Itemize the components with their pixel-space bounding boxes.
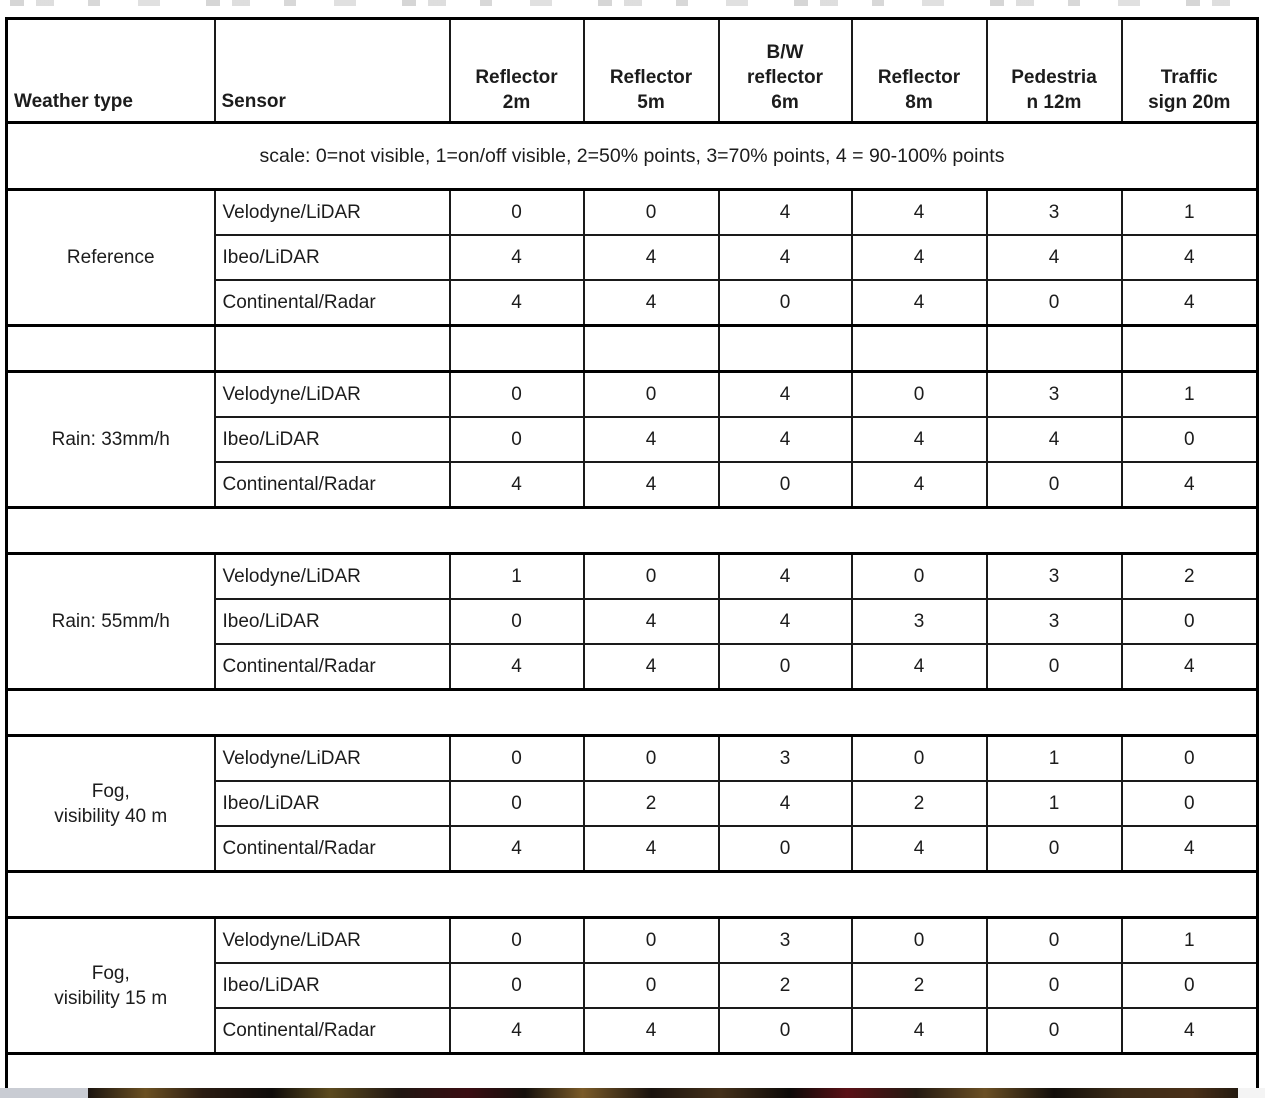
score-value-cell: 0 (450, 963, 584, 1008)
score-value-cell: 3 (719, 736, 852, 782)
score-value-cell: 3 (987, 599, 1122, 644)
score-value-cell: 0 (987, 918, 1122, 964)
sensor-name-cell: Ibeo/LiDAR (215, 781, 450, 826)
score-value-cell: 4 (719, 235, 852, 280)
score-value-cell: 4 (584, 417, 719, 462)
score-value-cell: 3 (987, 372, 1122, 418)
score-value-cell: 0 (584, 963, 719, 1008)
column-header-pedestrian-12m (987, 19, 1122, 123)
table-row (7, 918, 1258, 964)
bottom-right-edge (1238, 1088, 1265, 1098)
score-value-cell: 4 (852, 462, 987, 508)
score-value-cell: 2 (852, 963, 987, 1008)
spacer-cell (719, 326, 852, 372)
weather-type-line: Rain: 55mm/h (51, 611, 170, 632)
column-header-reflector-5m (584, 19, 719, 123)
header-line: 6m (771, 92, 799, 113)
score-value-cell: 4 (450, 1008, 584, 1054)
weather-type-cell (7, 190, 215, 326)
score-value-cell: 0 (987, 826, 1122, 872)
score-value-cell: 4 (584, 462, 719, 508)
score-value-cell: 0 (987, 644, 1122, 690)
weather-type-cell (7, 372, 215, 508)
score-value-cell: 0 (719, 644, 852, 690)
score-value-cell: 0 (584, 190, 719, 236)
header-line: Reflector (609, 67, 693, 88)
sensor-name-cell: Continental/Radar (215, 462, 450, 508)
bottom-photo-strip (0, 1088, 1265, 1098)
score-value-cell: 0 (584, 918, 719, 964)
table-row (7, 736, 1258, 782)
table-body (7, 19, 1258, 1098)
score-value-cell: 4 (719, 554, 852, 600)
score-value-cell: 4 (1122, 826, 1258, 872)
score-value-cell: 0 (987, 963, 1122, 1008)
column-header-reflector-2m (450, 19, 584, 123)
spacer-cell (1122, 326, 1258, 372)
score-value-cell: 4 (852, 826, 987, 872)
bottom-left-gray-corner (0, 1088, 88, 1098)
sensor-name-cell: Velodyne/LiDAR (215, 190, 450, 236)
header-line: Reflector (475, 67, 558, 88)
score-value-cell: 0 (852, 736, 987, 782)
spacer-cell (584, 326, 719, 372)
score-value-cell: 4 (584, 1008, 719, 1054)
header-line: reflector (746, 67, 824, 88)
score-value-cell: 3 (987, 554, 1122, 600)
cropped-photo-sliver (88, 1088, 1238, 1098)
score-value-cell: 0 (584, 372, 719, 418)
score-value-cell: 4 (584, 235, 719, 280)
spacer-row (7, 690, 1258, 736)
score-value-cell: 4 (450, 280, 584, 326)
score-value-cell: 0 (719, 280, 852, 326)
score-value-cell: 4 (852, 644, 987, 690)
weather-type-cell (7, 918, 215, 1054)
table-row (7, 190, 1258, 236)
column-header-sensor: Sensor (215, 19, 450, 123)
sensor-name-cell: Continental/Radar (215, 280, 450, 326)
sensor-name-cell: Continental/Radar (215, 826, 450, 872)
column-header-weather-type: Weather type (7, 19, 215, 123)
score-value-cell: 4 (450, 644, 584, 690)
weather-type-line: Reference (66, 247, 155, 268)
sensor-name-cell: Ibeo/LiDAR (215, 599, 450, 644)
score-value-cell: 0 (719, 826, 852, 872)
score-value-cell: 4 (719, 781, 852, 826)
sensor-name-cell: Velodyne/LiDAR (215, 554, 450, 600)
spacer-row (7, 872, 1258, 918)
score-value-cell: 2 (1122, 554, 1258, 600)
score-value-cell: 3 (852, 599, 987, 644)
score-value-cell: 4 (1122, 1008, 1258, 1054)
weather-type-line: Fog, (91, 962, 130, 984)
spacer-cell (450, 326, 584, 372)
score-value-cell: 0 (450, 372, 584, 418)
weather-type-line: visibility 15 m (54, 987, 168, 1009)
score-value-cell: 0 (450, 190, 584, 236)
sensor-name-cell: Velodyne/LiDAR (215, 918, 450, 964)
score-value-cell: 4 (1122, 644, 1258, 690)
score-value-cell: 2 (719, 963, 852, 1008)
score-value-cell: 4 (1122, 462, 1258, 508)
score-value-cell: 1 (987, 781, 1122, 826)
cropped-text-remnant (10, 0, 1255, 6)
weather-type-cell (7, 736, 215, 872)
table-row (7, 372, 1258, 418)
sensor-name-cell: Ibeo/LiDAR (215, 963, 450, 1008)
score-value-cell: 0 (584, 736, 719, 782)
score-value-cell: 4 (584, 599, 719, 644)
table-row (7, 554, 1258, 600)
column-header-bw-reflector-6m (719, 19, 852, 123)
spacer-cell (7, 872, 1258, 918)
header-line: Traffic (1160, 67, 1218, 88)
score-value-cell: 4 (852, 1008, 987, 1054)
header-line: 8m (905, 92, 933, 113)
score-value-cell: 4 (1122, 235, 1258, 280)
score-value-cell: 4 (584, 280, 719, 326)
score-value-cell: 4 (584, 644, 719, 690)
score-value-cell: 0 (987, 462, 1122, 508)
spacer-cell (7, 508, 1258, 554)
sensor-visibility-table (5, 17, 1259, 1098)
sensor-name-cell: Continental/Radar (215, 1008, 450, 1054)
sensor-name-cell: Ibeo/LiDAR (215, 417, 450, 462)
score-value-cell: 0 (450, 736, 584, 782)
score-value-cell: 1 (1122, 918, 1258, 964)
score-value-cell: 0 (987, 1008, 1122, 1054)
score-value-cell: 4 (852, 190, 987, 236)
header-row (7, 19, 1258, 123)
spacer-cell (852, 326, 987, 372)
score-value-cell: 4 (719, 417, 852, 462)
score-value-cell: 4 (450, 826, 584, 872)
score-value-cell: 4 (719, 190, 852, 236)
score-value-cell: 0 (852, 554, 987, 600)
score-value-cell: 2 (584, 781, 719, 826)
score-value-cell: 0 (852, 918, 987, 964)
score-value-cell: 4 (450, 462, 584, 508)
weather-type-line: Fog, (91, 780, 130, 802)
score-value-cell: 0 (719, 1008, 852, 1054)
header-line: Pedestria (1011, 67, 1097, 88)
score-value-cell: 0 (1122, 963, 1258, 1008)
score-value-cell: 0 (450, 918, 584, 964)
sensor-name-cell: Velodyne/LiDAR (215, 736, 450, 782)
spacer-cell (215, 326, 450, 372)
column-header-traffic-sign-20m (1122, 19, 1258, 123)
score-value-cell: 1 (1122, 372, 1258, 418)
score-value-cell: 0 (1122, 599, 1258, 644)
header-line: 5m (637, 92, 665, 113)
score-value-cell: 0 (450, 781, 584, 826)
score-value-cell: 0 (719, 462, 852, 508)
sensor-name-cell: Ibeo/LiDAR (215, 235, 450, 280)
sensor-name-cell: Continental/Radar (215, 644, 450, 690)
score-value-cell: 4 (852, 280, 987, 326)
score-value-cell: 4 (987, 417, 1122, 462)
scale-note: scale: 0=not visible, 1=on/off visible, 2=50% points, 3=70% points, 4 = 90-100% points (7, 123, 1258, 190)
weather-type-cell (7, 554, 215, 690)
spacer-row (7, 508, 1258, 554)
weather-type-line: Rain: 33mm/h (51, 429, 170, 450)
score-value-cell: 0 (1122, 417, 1258, 462)
spacer-cell (987, 326, 1122, 372)
header-line: Reflector (877, 67, 961, 88)
score-value-cell: 1 (987, 736, 1122, 782)
score-value-cell: 4 (852, 417, 987, 462)
spacer-cell (7, 326, 215, 372)
spacer-cell (7, 690, 1258, 736)
score-value-cell: 4 (1122, 280, 1258, 326)
score-value-cell: 2 (852, 781, 987, 826)
scale-note-row (7, 123, 1258, 190)
score-value-cell: 4 (719, 599, 852, 644)
score-value-cell: 0 (1122, 736, 1258, 782)
score-value-cell: 4 (450, 235, 584, 280)
score-value-cell: 4 (987, 235, 1122, 280)
score-value-cell: 1 (450, 554, 584, 600)
score-value-cell: 3 (987, 190, 1122, 236)
score-value-cell: 4 (719, 372, 852, 418)
score-value-cell: 0 (1122, 781, 1258, 826)
score-value-cell: 1 (1122, 190, 1258, 236)
header-line: n 12m (1026, 92, 1082, 113)
score-value-cell: 0 (584, 554, 719, 600)
score-value-cell: 0 (450, 417, 584, 462)
sensor-name-cell: Velodyne/LiDAR (215, 372, 450, 418)
spacer-row (7, 326, 1258, 372)
header-line: 2m (502, 92, 531, 113)
column-header-reflector-8m (852, 19, 987, 123)
score-value-cell: 0 (852, 372, 987, 418)
score-value-cell: 4 (852, 235, 987, 280)
header-line: B/W (766, 42, 804, 63)
header-line: sign 20m (1148, 92, 1231, 113)
score-value-cell: 3 (719, 918, 852, 964)
weather-type-line: visibility 40 m (54, 805, 168, 827)
score-value-cell: 0 (987, 280, 1122, 326)
score-value-cell: 4 (584, 826, 719, 872)
score-value-cell: 0 (450, 599, 584, 644)
